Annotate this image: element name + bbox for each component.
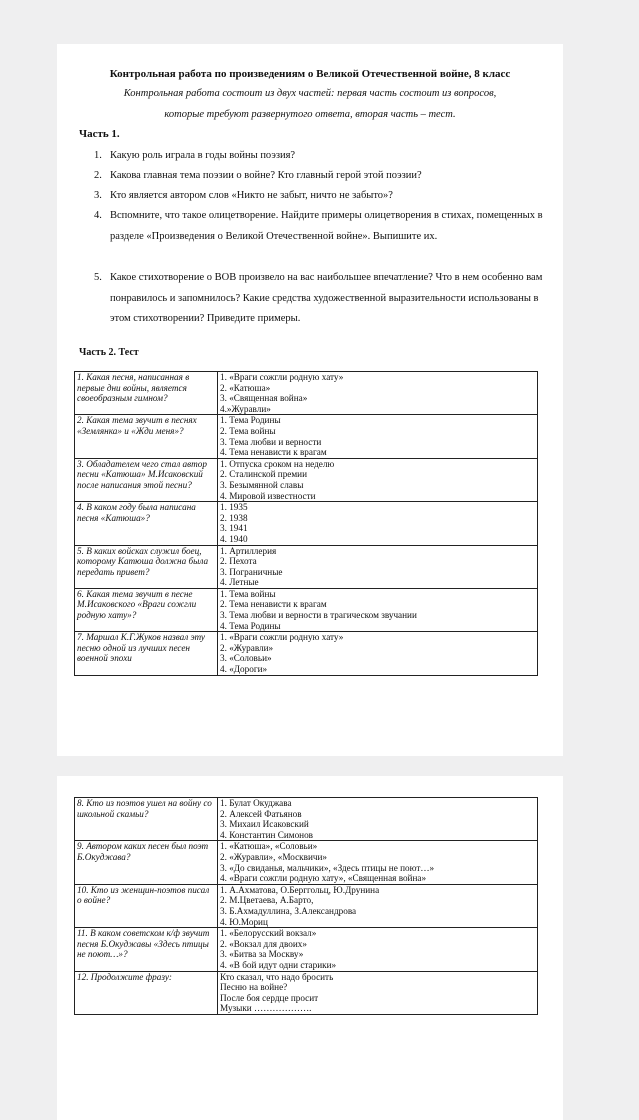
answer-option: 1. Тема войны	[220, 588, 276, 599]
subtitle-line-2: которые требуют развернутого ответа, вторая часть – тест.	[164, 109, 456, 120]
part1-heading: Часть 1.	[79, 128, 120, 140]
test-row	[75, 458, 538, 501]
answer-option: 3. «Соловьи»	[220, 653, 272, 664]
answer-option: 2. Тема войны	[220, 425, 276, 436]
answer-option: 2. Сталинской премии	[220, 469, 308, 480]
question-text: Какое стихотворение о ВОВ произвело на вас наибольшее впечатление? Что в нем особенно вам понравилось и запомнилось? Какие средства художественной выразительности использованы в этом стихотворении? Приведите примеры.	[110, 272, 543, 324]
answer-option: Музыки ……………….	[220, 1003, 312, 1014]
test-options	[218, 372, 538, 415]
answer-option: 4.»Журавли»	[220, 403, 271, 414]
answer-option: 3. «До свиданья, мальчики», «Здесь птицы не поют…»	[220, 862, 435, 873]
test-question: 1. Какая песня, написанная в первые дни войны, является своеобразным гимном?	[75, 372, 218, 415]
test-row	[75, 798, 538, 841]
test-options	[218, 971, 538, 1014]
test-row	[75, 545, 538, 588]
answer-option: 1. Артиллерия	[220, 545, 277, 556]
answer-option: 1. «Враги сожгли родную хату»	[220, 372, 344, 382]
answer-option: 2. 1938	[220, 512, 248, 523]
test-row	[75, 502, 538, 545]
answer-option: 4. Ю.Мориц	[220, 916, 268, 927]
document-page-1	[57, 44, 563, 756]
part1-question	[94, 146, 554, 167]
answer-option: 2. «Журавли», «Москвичи»	[220, 851, 328, 862]
answer-option: 3. Безымянной славы	[220, 479, 304, 490]
test-options	[218, 545, 538, 588]
answer-option: 2. Алексей Фатьянов	[220, 808, 302, 819]
test-question: 4. В каком году была написана песня «Катюша»?	[75, 502, 218, 545]
test-question: 7. Маршал К.Г.Жуков назвал эту песню одной из лучших песен военной эпохи	[75, 632, 218, 675]
test-options	[218, 884, 538, 927]
test-question: 8. Кто из поэтов ушел на войну со школьной скамьи?	[75, 798, 218, 841]
part1-question	[94, 166, 554, 187]
answer-option: 1. Булат Окуджава	[220, 798, 292, 808]
test-options	[218, 588, 538, 631]
answer-option: 4. Тема ненависти к врагам	[220, 447, 327, 458]
answer-option: 1. Отпуска сроком на неделю	[220, 458, 335, 469]
question-number: 3.	[94, 190, 102, 201]
answer-option: 2. «Вокзал для двоих»	[220, 938, 307, 949]
answer-option: 4. 1940	[220, 533, 248, 544]
test-options	[218, 928, 538, 971]
answer-option: 1. «Враги сожгли родную хату»	[220, 632, 344, 643]
test-options	[218, 415, 538, 458]
answer-option: 4. «В бой идут одни старики»	[220, 959, 337, 970]
answer-option: 2. Тема ненависти к врагам	[220, 599, 327, 610]
answer-option: 4. Константин Симонов	[220, 829, 314, 840]
answer-option: 4. Тема Родины	[220, 620, 281, 631]
part1-question	[94, 268, 554, 330]
answer-option: Песню на войне?	[220, 982, 288, 993]
answer-option: 3. Тема любви и верности	[220, 436, 322, 447]
answer-option: 3. Б.Ахмадуллина, З.Александрова	[220, 905, 357, 916]
answer-option: 4. «Враги сожгли родную хату», «Священная война»	[220, 873, 427, 884]
answer-option: 2. «Журавли»	[220, 642, 274, 653]
test-row	[75, 632, 538, 675]
test-question: 2. Какая тема звучит в песнях «Землянка» и «Жди меня»?	[75, 415, 218, 458]
test-question: 5. В каких войсках служил боец, которому Катюша должна была передать привет?	[75, 545, 218, 588]
answer-option: 4. Летные	[220, 577, 259, 588]
answer-option: 3. 1941	[220, 523, 248, 534]
question-number: 5.	[94, 272, 102, 283]
test-row	[75, 971, 538, 1014]
test-table	[74, 371, 538, 676]
test-row	[75, 415, 538, 458]
answer-option: 1. «Белорусский вокзал»	[220, 928, 317, 939]
test-question: 3. Обладателем чего стал автор песни «Катюша» М.Исаковский после написания этой песни?	[75, 458, 218, 501]
test-table	[74, 797, 538, 1015]
test-question: 12. Продолжите фразу:	[75, 971, 218, 1014]
document-page-2	[57, 776, 563, 1120]
answer-option: 3. Михаил Исаковский	[220, 819, 309, 830]
test-options	[218, 458, 538, 501]
question-text: Какую роль играла в годы войны поэзия?	[110, 150, 296, 161]
test-options	[218, 632, 538, 675]
answer-option: 1. А.Ахматова, О.Берггольц, Ю.Друнина	[220, 884, 380, 895]
question-number: 4.	[94, 210, 102, 221]
part2-heading: Часть 2. Тест	[79, 347, 139, 358]
document-title: Контрольная работа по произведениям о Великой Отечественной войне, 8 класс	[109, 68, 511, 80]
test-row	[75, 928, 538, 971]
test-row	[75, 372, 538, 415]
test-options	[218, 798, 538, 841]
answer-option: 1. Тема Родины	[220, 415, 281, 426]
test-question: 9. Автором каких песен был поэт Б.Окуджава?	[75, 841, 218, 884]
answer-option: 2. Пехота	[220, 556, 257, 567]
question-text: Вспомните, что такое олицетворение. Найдите примеры олицетворения в стихах, помещенных в разделе «Произведения о Великой Отечественной войне». Выпишите их.	[110, 210, 543, 242]
answer-option: 2. «Катюша»	[220, 382, 271, 393]
test-row	[75, 588, 538, 631]
subtitle-line-1: Контрольная работа состоит из двух частей: первая часть состоит из вопросов,	[123, 88, 497, 99]
test-question: 11. В каком советском к/ф звучит песня Б.Окуджавы «Здесь птицы не поют…»?	[75, 928, 218, 971]
test-options	[218, 502, 538, 545]
answer-option: 1. «Катюша», «Соловьи»	[220, 841, 318, 852]
test-question: 6. Какая тема звучит в песне М.Исаковского «Враги сожгли родную хату»?	[75, 588, 218, 631]
question-number: 2.	[94, 170, 102, 181]
test-question: 10. Кто из женщин-поэтов писал о войне?	[75, 884, 218, 927]
test-options	[218, 841, 538, 884]
answer-option: 1. 1935	[220, 502, 248, 513]
answer-option: После боя сердце просит	[220, 992, 319, 1003]
answer-option: Кто сказал, что надо бросить	[220, 971, 334, 982]
answer-option: 3. Тема любви и верности в трагическом звучании	[220, 610, 417, 621]
question-text: Какова главная тема поэзии о войне? Кто главный герой этой поэзии?	[110, 170, 422, 181]
answer-option: 2. М.Цветаева, А.Барто,	[220, 895, 314, 906]
test-row	[75, 884, 538, 927]
answer-option: 3. Пограничные	[220, 566, 283, 577]
question-number: 1.	[94, 150, 102, 161]
answer-option: 3. «Битва за Москву»	[220, 949, 304, 960]
test-row	[75, 841, 538, 884]
question-text: Кто является автором слов «Никто не забыт, ничто не забыто»?	[110, 190, 393, 201]
part1-question	[94, 186, 554, 207]
part1-question	[94, 206, 554, 247]
answer-option: 4. Мировой известности	[220, 490, 316, 501]
answer-option: 4. «Дороги»	[220, 664, 268, 675]
answer-option: 3. «Священная война»	[220, 393, 308, 404]
